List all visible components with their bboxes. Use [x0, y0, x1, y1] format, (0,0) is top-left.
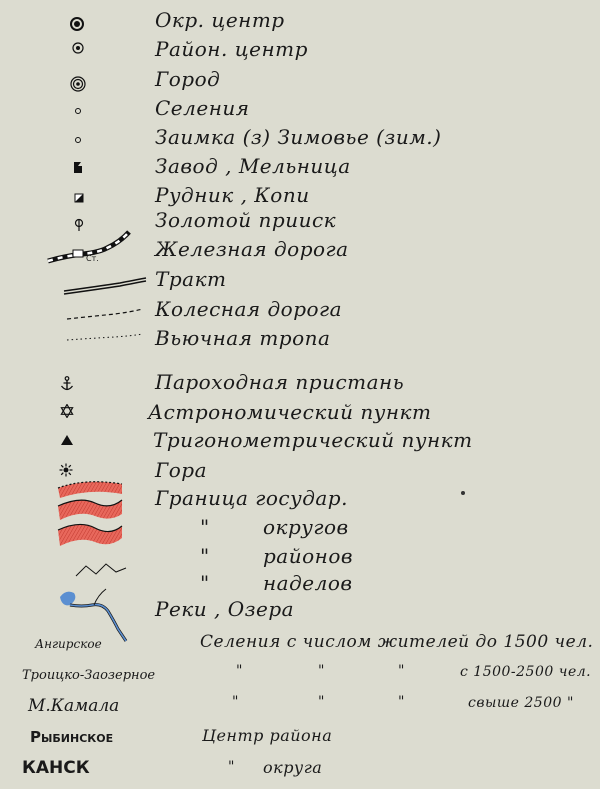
settlement-sample-medium: Троицко-Заозерное [22, 668, 156, 683]
settlement-desc-medium: с 1500-2500 чел. [460, 664, 592, 680]
ditto-mark: " [232, 694, 239, 710]
ditto-mark: " [200, 544, 210, 568]
settlement-desc-okrug-center: округа [263, 758, 323, 777]
settlement-sample-raion-center: Рыбинское [30, 728, 114, 746]
star-icon [60, 404, 74, 418]
mountain-icon [59, 463, 73, 477]
district-center-icon [69, 16, 85, 32]
ditto-mark: " [228, 759, 235, 775]
legend-label-city: Город [155, 67, 221, 91]
legend-label-state-border: Граница государ. [155, 486, 348, 510]
legend-label-settlement: Селения [155, 96, 250, 120]
city-icon [70, 76, 86, 92]
legend-label-railway: Железная дорога [155, 237, 349, 261]
legend-label-plots-border: наделов [263, 571, 353, 595]
pack-trail-icon [65, 330, 145, 344]
ditto-mark: " [398, 663, 405, 679]
anchor-icon [60, 376, 74, 392]
railway-station-label: Ст. [86, 254, 99, 263]
factory-icon [72, 160, 84, 174]
ditto-mark: " [200, 515, 210, 539]
legend-label-cart-road: Колесная дорога [155, 297, 343, 321]
settlement-icon [74, 107, 82, 115]
settlement-desc-raion-center: Центр района [202, 726, 333, 745]
ditto-mark: " [398, 694, 405, 710]
settlement-sample-okrug-center: КАНСК [22, 758, 90, 778]
legend-label-raion-center: Район. центр [155, 37, 308, 61]
ditto-mark: " [200, 571, 210, 595]
settlement-desc-large: свыше 2500 " [468, 695, 574, 711]
legend-label-district-center: Окр. центр [155, 8, 285, 32]
plot-border-icon [74, 560, 130, 580]
triangle-icon [60, 434, 74, 446]
legend-label-raion-border: районов [263, 544, 354, 568]
legend-label-highway: Тракт [155, 267, 227, 291]
legend-label-gold-mine: Золотой прииск [155, 208, 337, 232]
legend-label-astronomical: Астрономический пункт [148, 400, 432, 424]
legend-label-pack-trail: Вьючная тропа [155, 326, 331, 350]
legend-label-factory: Завод , Мельница [155, 154, 351, 178]
legend-label-anchor: Пароходная пристань [155, 370, 405, 394]
ditto-mark: " [318, 663, 325, 679]
legend-label-farmstead: Заимка (з) Зимовье (зим.) [155, 125, 442, 149]
river-lake-icon [50, 585, 130, 645]
legend-label-rivers: Реки , Озера [155, 597, 295, 621]
legend-label-mountain: Гора [155, 458, 208, 482]
border-bands-icon [50, 478, 130, 556]
settlement-desc-small: Селения с числом жителей до 1500 чел. [200, 632, 594, 652]
ditto-mark: " [318, 694, 325, 710]
farmstead-icon [74, 136, 82, 144]
map-dot [460, 490, 466, 496]
legend-label-okrug-border: округов [263, 515, 349, 539]
legend-label-mine: Рудник , Копи [155, 183, 310, 207]
cart-road-icon [65, 306, 145, 322]
legend-label-triangulation: Тригонометрический пункт [153, 428, 473, 452]
settlement-sample-small: Ангирское [35, 637, 102, 651]
settlement-sample-large: М.Камала [28, 696, 120, 716]
mine-icon [74, 193, 84, 203]
highway-icon [60, 276, 150, 296]
ditto-mark: " [236, 663, 243, 679]
raion-center-icon [72, 42, 84, 54]
